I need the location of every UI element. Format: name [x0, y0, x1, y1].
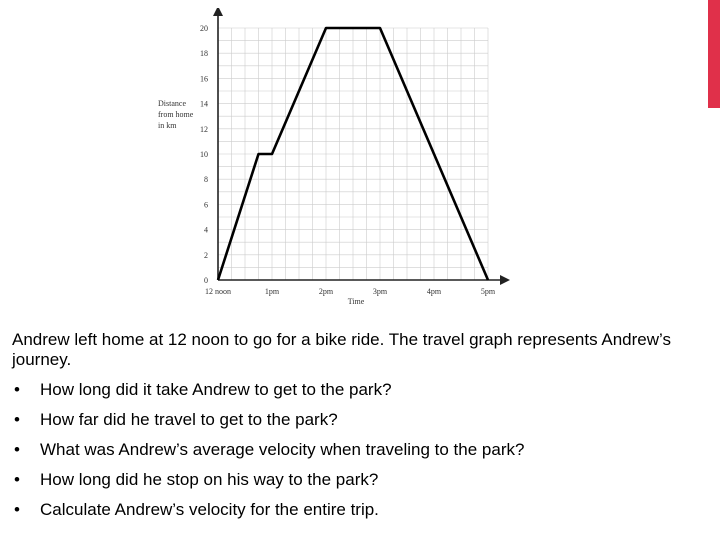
y-axis-title-line-1: Distance	[158, 99, 186, 108]
y-tick-label: 8	[204, 175, 208, 185]
travel-graph	[150, 8, 520, 308]
y-tick-label: 14	[200, 99, 208, 109]
accent-bar	[708, 0, 720, 108]
intro-text: Andrew left home at 12 noon to go for a bike ride. The travel graph represents Andrew’s journey.	[12, 330, 671, 369]
x-tick-label: 3pm	[372, 287, 388, 296]
question-item	[12, 380, 702, 410]
x-tick-label: 4pm	[426, 287, 442, 296]
y-tick-label: 6	[204, 200, 208, 210]
question-item	[12, 470, 702, 500]
bullet: •	[14, 500, 20, 519]
x-axis-arrowhead	[500, 275, 510, 285]
y-tick-label: 18	[200, 49, 208, 59]
x-tick-label: 12 noon	[205, 287, 231, 296]
question-text: How far did he travel to get to the park?	[40, 410, 338, 429]
y-axis-title-line-2: from home	[158, 110, 194, 119]
y-axis-arrowhead	[213, 8, 223, 16]
question-text: How long did it take Andrew to get to the park?	[40, 380, 392, 399]
question-item	[12, 440, 702, 470]
y-tick-label: 12	[200, 124, 208, 134]
y-axis-title	[158, 99, 195, 130]
question-block	[12, 330, 702, 530]
question-text: What was Andrew’s average velocity when traveling to the park?	[40, 440, 525, 459]
y-tick-label: 4	[204, 225, 208, 235]
bullet: •	[14, 440, 20, 459]
y-tick-label: 16	[200, 74, 208, 84]
bullet: •	[14, 380, 20, 399]
y-tick-label: 2	[204, 250, 208, 260]
y-axis-title-line-3: in km	[158, 121, 177, 130]
question-text: How long did he stop on his way to the park?	[40, 470, 379, 489]
y-tick-labels	[200, 24, 208, 285]
bullet: •	[14, 410, 20, 429]
y-tick-label: 20	[200, 24, 208, 33]
question-list	[12, 380, 702, 530]
x-tick-labels	[205, 287, 496, 296]
x-tick-label: 5pm	[480, 287, 496, 296]
y-tick-label: 10	[200, 150, 208, 159]
question-item	[12, 500, 702, 530]
x-axis-title: Time	[347, 297, 365, 306]
x-tick-label: 1pm	[264, 287, 280, 296]
axes	[213, 8, 510, 285]
bullet: •	[14, 470, 20, 489]
y-tick-label: 0	[204, 276, 208, 285]
x-tick-label: 2pm	[318, 287, 334, 296]
question-item	[12, 410, 702, 440]
question-text: Calculate Andrew’s velocity for the entire trip.	[40, 500, 379, 519]
